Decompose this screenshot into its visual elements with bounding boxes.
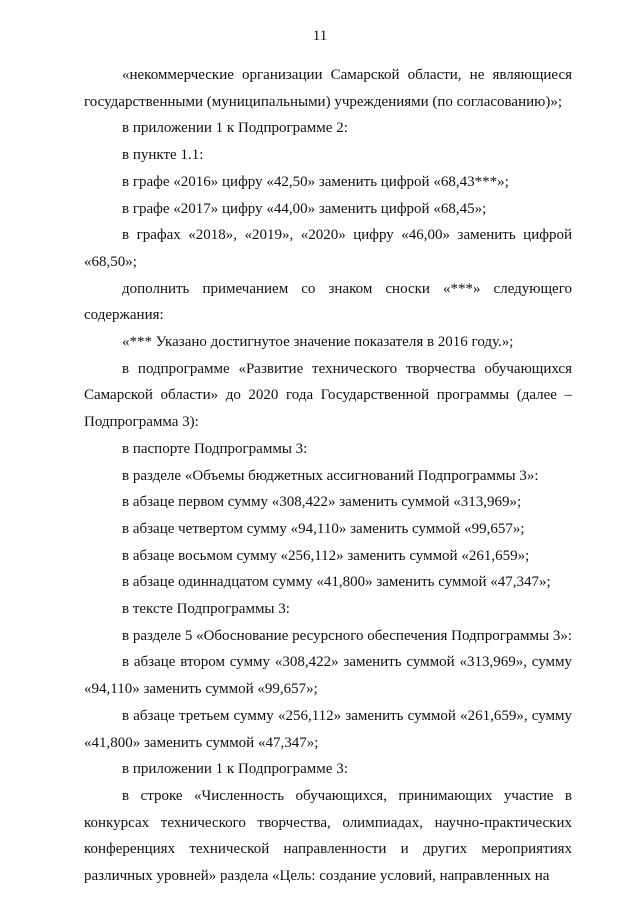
paragraph: «*** Указано достигнутое значение показателя в 2016 году.»; xyxy=(122,334,514,351)
paragraph: в абзаце третьем сумму «256,112» заменить суммой «261,659», сумму «41,800» заменить суммой «47,347»; xyxy=(84,707,572,751)
paragraph: в графе «2016» цифру «42,50» заменить цифрой «68,43***»; xyxy=(122,173,509,190)
paragraph: в строке «Численность обучающихся, принимающих участие в конкурсах технического творчества, олимпиадах, научно-практических конференциях технической направленности и других мероприятиях различных уровней» раздела «Цель: создание условий, направленных на xyxy=(84,787,572,885)
paragraph: в абзаце восьмом сумму «256,112» заменить суммой «261,659»; xyxy=(122,547,530,564)
paragraph: в паспорте Подпрограммы 3: xyxy=(122,440,308,457)
paragraph: в графе «2017» цифру «44,00» заменить цифрой «68,45»; xyxy=(122,200,487,217)
paragraph: в абзаце первом сумму «308,422» заменить суммой «313,969»; xyxy=(122,494,522,511)
page-number: 11 xyxy=(312,28,328,44)
paragraph: в абзаце четвертом сумму «94,110» заменить суммой «99,657»; xyxy=(122,520,525,537)
paragraph: в приложении 1 к Подпрограмме 2: xyxy=(122,120,348,137)
paragraph: дополнить примечанием со знаком сноски «***» следующего содержания: xyxy=(84,280,572,324)
paragraph: в приложении 1 к Подпрограмме 3: xyxy=(122,761,348,778)
paragraph: в разделе «Объемы бюджетных ассигнований Подпрограммы 3»: xyxy=(122,467,539,484)
paragraph: в подпрограмме «Развитие технического творчества обучающихся Самарской области» до 2020 года Государственной программы (далее – Подпрограмма 3): xyxy=(84,360,572,431)
paragraph: «некоммерческие организации Самарской области, не являющиеся государственными (муниципальными) учреждениями (по согласованию)»; xyxy=(84,67,572,110)
paragraph: в тексте Подпрограммы 3: xyxy=(122,601,290,618)
paragraph: в пункте 1.1: xyxy=(122,147,204,164)
paragraph: в абзаце втором сумму «308,422» заменить суммой «313,969», сумму «94,110» заменить суммой «99,657»; xyxy=(84,654,572,698)
paragraph: в разделе 5 «Обоснование ресурсного обеспечения Подпрограммы 3»: xyxy=(122,627,572,644)
paragraph: в абзаце одиннадцатом сумму «41,800» заменить суммой «47,347»; xyxy=(122,574,551,591)
paragraph: в графах «2018», «2019», «2020» цифру «46,00» заменить цифрой «68,50»; xyxy=(84,227,572,270)
document-body xyxy=(84,62,572,890)
